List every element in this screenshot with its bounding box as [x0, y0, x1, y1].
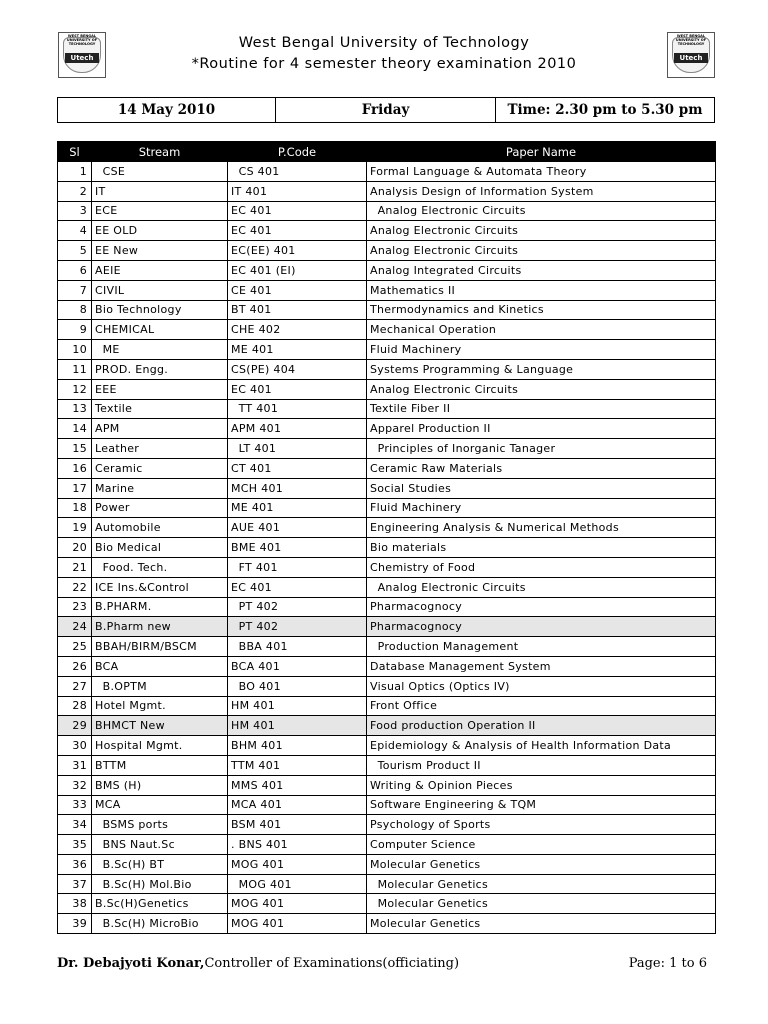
row-stream: BSMS ports	[92, 815, 228, 835]
row-sl: 39	[58, 914, 92, 934]
table-row	[58, 439, 716, 459]
table-row	[58, 221, 716, 241]
row-pcode: ME 401	[228, 498, 367, 518]
row-paper-name: Systems Programming & Language	[367, 359, 716, 379]
table-row	[58, 340, 716, 360]
logo-text: Utech	[65, 53, 99, 63]
row-sl: 31	[58, 755, 92, 775]
row-paper-name: Ceramic Raw Materials	[367, 458, 716, 478]
row-paper-name: Analog Electronic Circuits	[367, 201, 716, 221]
row-paper-name: Food production Operation II	[367, 716, 716, 736]
row-stream: Textile	[92, 399, 228, 419]
row-sl: 20	[58, 538, 92, 558]
routine-title: *Routine for 4 semester theory examination 2010	[191, 56, 577, 72]
logo-caption: WEST BENGAL UNIVERSITY OF TECHNOLOGY	[66, 34, 98, 46]
table-row	[58, 359, 716, 379]
row-paper-name: Fluid Machinery	[367, 498, 716, 518]
university-name: West Bengal University of Technology	[238, 35, 530, 51]
row-paper-name: Analog Electronic Circuits	[367, 577, 716, 597]
row-sl: 24	[58, 617, 92, 637]
table-row	[58, 162, 716, 182]
row-paper-name: Formal Language & Automata Theory	[367, 162, 716, 182]
row-pcode: MOG 401	[228, 854, 367, 874]
row-pcode: PT 402	[228, 597, 367, 617]
row-stream: Bio Technology	[92, 300, 228, 320]
row-sl: 2	[58, 181, 92, 201]
row-sl: 29	[58, 716, 92, 736]
table-row	[58, 637, 716, 657]
row-sl: 6	[58, 260, 92, 280]
row-sl: 3	[58, 201, 92, 221]
row-stream: APM	[92, 419, 228, 439]
row-paper-name: Software Engineering & TQM	[367, 795, 716, 815]
row-sl: 9	[58, 320, 92, 340]
table-row	[58, 716, 716, 736]
row-stream: Power	[92, 498, 228, 518]
row-pcode: EC 401	[228, 221, 367, 241]
row-sl: 19	[58, 518, 92, 538]
row-stream: EE New	[92, 241, 228, 261]
row-sl: 8	[58, 300, 92, 320]
table-row	[58, 696, 716, 716]
row-sl: 5	[58, 241, 92, 261]
table-row	[58, 320, 716, 340]
row-pcode: TT 401	[228, 399, 367, 419]
row-sl: 37	[58, 874, 92, 894]
table-row	[58, 201, 716, 221]
signatory-role: Controller of Examinations(officiating)	[204, 956, 460, 971]
row-stream: B.Sc(H) Mol.Bio	[92, 874, 228, 894]
row-stream: CHEMICAL	[92, 320, 228, 340]
row-sl: 13	[58, 399, 92, 419]
table-row	[58, 894, 716, 914]
row-stream: PROD. Engg.	[92, 359, 228, 379]
row-stream: Bio Medical	[92, 538, 228, 558]
row-sl: 22	[58, 577, 92, 597]
row-pcode: CE 401	[228, 280, 367, 300]
row-stream: B.OPTM	[92, 676, 228, 696]
row-sl: 10	[58, 340, 92, 360]
row-sl: 21	[58, 557, 92, 577]
row-sl: 38	[58, 894, 92, 914]
row-paper-name: Social Studies	[367, 478, 716, 498]
table-row	[58, 854, 716, 874]
row-pcode: FT 401	[228, 557, 367, 577]
table-row	[58, 676, 716, 696]
row-paper-name: Molecular Genetics	[367, 854, 716, 874]
row-sl: 36	[58, 854, 92, 874]
table-row	[58, 280, 716, 300]
signatory	[57, 956, 459, 971]
row-sl: 12	[58, 379, 92, 399]
table-row	[58, 617, 716, 637]
table-row	[58, 518, 716, 538]
row-paper-name: Pharmacognocy	[367, 597, 716, 617]
row-pcode: MOG 401	[228, 874, 367, 894]
row-pcode: MOG 401	[228, 894, 367, 914]
row-paper-name: Production Management	[367, 637, 716, 657]
row-pcode: BT 401	[228, 300, 367, 320]
exam-day: Friday	[276, 98, 496, 122]
row-pcode: EC 401	[228, 577, 367, 597]
exam-datebar	[57, 97, 715, 123]
table-row	[58, 538, 716, 558]
row-stream: Automobile	[92, 518, 228, 538]
logo-caption: WEST BENGAL UNIVERSITY OF TECHNOLOGY	[675, 34, 707, 46]
row-stream: B.Pharm new	[92, 617, 228, 637]
table-row	[58, 260, 716, 280]
table-row	[58, 755, 716, 775]
row-stream: CIVIL	[92, 280, 228, 300]
row-sl: 35	[58, 835, 92, 855]
row-stream: B.Sc(H)Genetics	[92, 894, 228, 914]
exam-date: 14 May 2010	[58, 98, 276, 122]
row-stream: B.PHARM.	[92, 597, 228, 617]
row-sl: 1	[58, 162, 92, 182]
row-paper-name: Pharmacognocy	[367, 617, 716, 637]
row-pcode: TTM 401	[228, 755, 367, 775]
column-header-pcode: P.Code	[228, 142, 367, 162]
table-body	[58, 162, 716, 934]
row-stream: AEIE	[92, 260, 228, 280]
row-stream: B.Sc(H) MicroBio	[92, 914, 228, 934]
row-pcode: . BNS 401	[228, 835, 367, 855]
row-pcode: AUE 401	[228, 518, 367, 538]
row-paper-name: Molecular Genetics	[367, 914, 716, 934]
row-sl: 28	[58, 696, 92, 716]
row-paper-name: Mathematics II	[367, 280, 716, 300]
table-row	[58, 874, 716, 894]
row-stream: CSE	[92, 162, 228, 182]
table-row	[58, 379, 716, 399]
row-stream: ME	[92, 340, 228, 360]
row-pcode: IT 401	[228, 181, 367, 201]
column-header-paper-name: Paper Name	[367, 142, 716, 162]
row-sl: 11	[58, 359, 92, 379]
row-sl: 33	[58, 795, 92, 815]
row-pcode: MMS 401	[228, 775, 367, 795]
table-row	[58, 795, 716, 815]
table-row	[58, 300, 716, 320]
table-row	[58, 835, 716, 855]
row-paper-name: Database Management System	[367, 656, 716, 676]
exam-time: Time: 2.30 pm to 5.30 pm	[507, 102, 703, 118]
row-paper-name: Analog Electronic Circuits	[367, 241, 716, 261]
row-pcode: CS 401	[228, 162, 367, 182]
row-paper-name: Computer Science	[367, 835, 716, 855]
row-pcode: EC 401	[228, 201, 367, 221]
row-pcode: EC 401 (EI)	[228, 260, 367, 280]
row-pcode: BHM 401	[228, 736, 367, 756]
row-pcode: HM 401	[228, 716, 367, 736]
table-row	[58, 815, 716, 835]
row-stream: IT	[92, 181, 228, 201]
table-row	[58, 241, 716, 261]
row-stream: ICE Ins.&Control	[92, 577, 228, 597]
table-header-row	[58, 142, 716, 162]
row-sl: 30	[58, 736, 92, 756]
row-sl: 17	[58, 478, 92, 498]
table-row	[58, 577, 716, 597]
row-paper-name: Front Office	[367, 696, 716, 716]
row-paper-name: Molecular Genetics	[367, 894, 716, 914]
row-sl: 25	[58, 637, 92, 657]
row-stream: B.Sc(H) BT	[92, 854, 228, 874]
table-row	[58, 914, 716, 934]
row-sl: 26	[58, 656, 92, 676]
table-row	[58, 399, 716, 419]
row-pcode: EC(EE) 401	[228, 241, 367, 261]
table-row	[58, 775, 716, 795]
row-pcode: BO 401	[228, 676, 367, 696]
row-pcode: BCA 401	[228, 656, 367, 676]
row-stream: Ceramic	[92, 458, 228, 478]
row-pcode: MCA 401	[228, 795, 367, 815]
table-row	[58, 736, 716, 756]
row-pcode: CT 401	[228, 458, 367, 478]
row-stream: MCA	[92, 795, 228, 815]
row-sl: 4	[58, 221, 92, 241]
row-stream: EEE	[92, 379, 228, 399]
row-sl: 23	[58, 597, 92, 617]
table-row	[58, 656, 716, 676]
exam-routine-table	[57, 141, 716, 934]
row-paper-name: Tourism Product II	[367, 755, 716, 775]
row-stream: BTTM	[92, 755, 228, 775]
row-paper-name: Chemistry of Food	[367, 557, 716, 577]
row-stream: Marine	[92, 478, 228, 498]
row-paper-name: Writing & Opinion Pieces	[367, 775, 716, 795]
row-stream: Hotel Mgmt.	[92, 696, 228, 716]
row-sl: 16	[58, 458, 92, 478]
row-pcode: MCH 401	[228, 478, 367, 498]
row-stream: BNS Naut.Sc	[92, 835, 228, 855]
row-pcode: BBA 401	[228, 637, 367, 657]
row-pcode: APM 401	[228, 419, 367, 439]
row-paper-name: Engineering Analysis & Numerical Methods	[367, 518, 716, 538]
row-sl: 32	[58, 775, 92, 795]
table-row	[58, 181, 716, 201]
row-pcode: MOG 401	[228, 914, 367, 934]
row-paper-name: Analysis Design of Information System	[367, 181, 716, 201]
table-row	[58, 557, 716, 577]
row-paper-name: Analog Electronic Circuits	[367, 379, 716, 399]
table-row	[58, 419, 716, 439]
column-header-sl: Sl	[58, 142, 92, 162]
table-row	[58, 458, 716, 478]
row-paper-name: Molecular Genetics	[367, 874, 716, 894]
row-pcode: BSM 401	[228, 815, 367, 835]
column-header-stream: Stream	[92, 142, 228, 162]
row-paper-name: Fluid Machinery	[367, 340, 716, 360]
row-stream: BBAH/BIRM/BSCM	[92, 637, 228, 657]
row-sl: 18	[58, 498, 92, 518]
row-stream: Food. Tech.	[92, 557, 228, 577]
row-sl: 14	[58, 419, 92, 439]
row-pcode: EC 401	[228, 379, 367, 399]
row-paper-name: Psychology of Sports	[367, 815, 716, 835]
row-stream: BHMCT New	[92, 716, 228, 736]
table-row	[58, 498, 716, 518]
row-pcode: CHE 402	[228, 320, 367, 340]
row-stream: ECE	[92, 201, 228, 221]
row-sl: 15	[58, 439, 92, 459]
row-pcode: CS(PE) 404	[228, 359, 367, 379]
row-stream: Hospital Mgmt.	[92, 736, 228, 756]
table-row	[58, 478, 716, 498]
row-pcode: ME 401	[228, 340, 367, 360]
row-stream: BMS (H)	[92, 775, 228, 795]
row-stream: Leather	[92, 439, 228, 459]
row-stream: BCA	[92, 656, 228, 676]
table-row	[58, 597, 716, 617]
row-paper-name: Mechanical Operation	[367, 320, 716, 340]
row-pcode: BME 401	[228, 538, 367, 558]
row-pcode: PT 402	[228, 617, 367, 637]
row-paper-name: Apparel Production II	[367, 419, 716, 439]
row-sl: 27	[58, 676, 92, 696]
row-paper-name: Epidemiology & Analysis of Health Information Data	[367, 736, 716, 756]
row-paper-name: Visual Optics (Optics IV)	[367, 676, 716, 696]
page-indicator: Page: 1 to 6	[628, 956, 707, 971]
row-sl: 34	[58, 815, 92, 835]
row-sl: 7	[58, 280, 92, 300]
row-pcode: LT 401	[228, 439, 367, 459]
row-paper-name: Thermodynamics and Kinetics	[367, 300, 716, 320]
row-paper-name: Principles of Inorganic Tanager	[367, 439, 716, 459]
row-stream: EE OLD	[92, 221, 228, 241]
row-paper-name: Analog Electronic Circuits	[367, 221, 716, 241]
row-paper-name: Bio materials	[367, 538, 716, 558]
row-paper-name: Textile Fiber II	[367, 399, 716, 419]
row-paper-name: Analog Integrated Circuits	[367, 260, 716, 280]
signatory-name: Dr. Debajyoti Konar,	[57, 956, 205, 971]
row-pcode: HM 401	[228, 696, 367, 716]
logo-text: Utech	[674, 53, 708, 63]
